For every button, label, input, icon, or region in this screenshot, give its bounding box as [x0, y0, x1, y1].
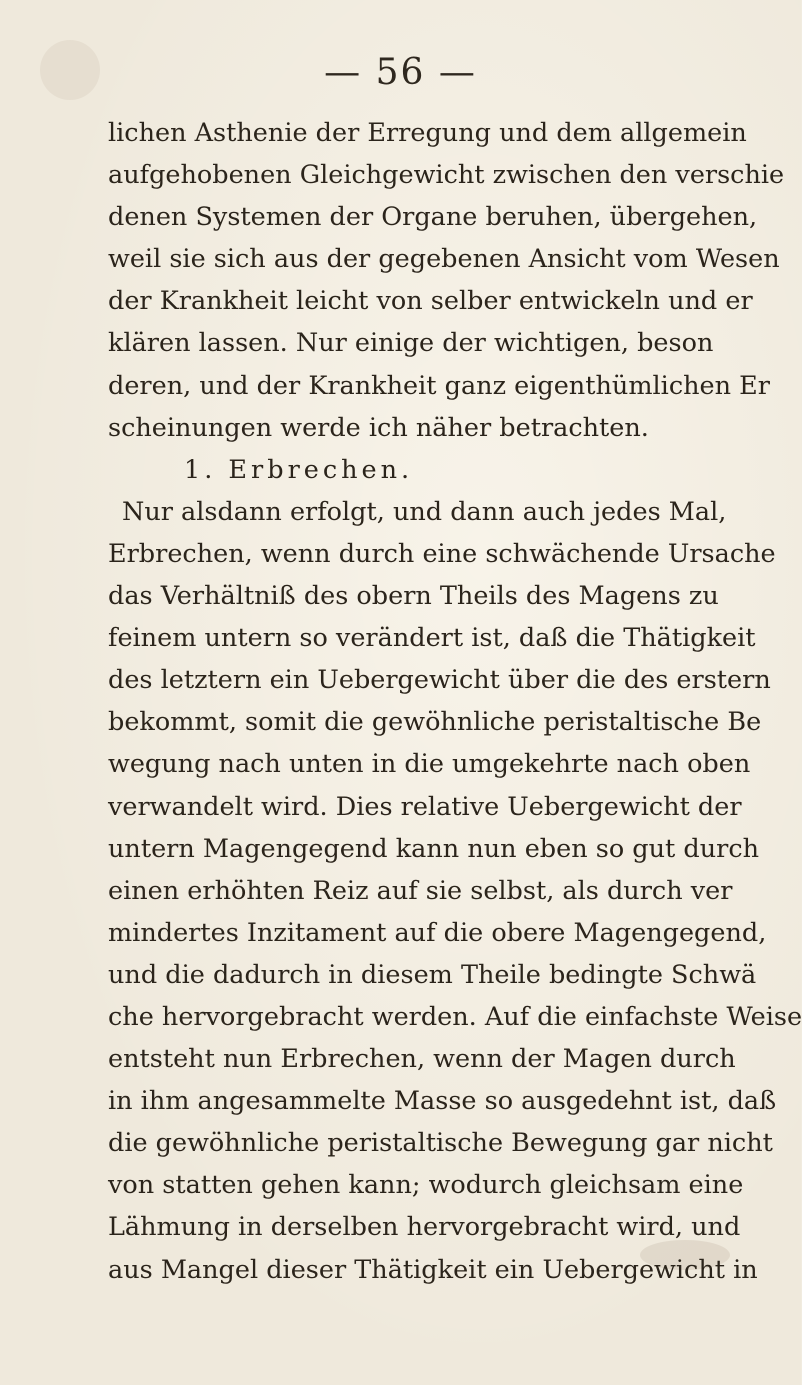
page-number: — 56 —: [324, 52, 477, 93]
text-line: des letztern ein Uebergewicht über die des erstern: [108, 665, 771, 696]
text-line: weil sie sich aus der gegebenen Ansicht vom Wesen: [108, 244, 780, 275]
text-line: Erbrechen, wenn durch eine schwächende Ursache: [108, 538, 776, 569]
text-line: das Verhältniß des obern Theils des Magens zu: [108, 581, 719, 612]
text-line: Nur alsdann erfolgt, und dann auch jedes Mal,: [122, 496, 727, 527]
text-line: denen Systemen der Organe beruhen, übergehen,: [108, 202, 758, 233]
text-line: feinem untern so verändert ist, daß die Thätigkeit: [108, 623, 756, 654]
text-line: der Krankheit leicht von selber entwickeln und er: [108, 286, 753, 317]
section-heading: 1. Erbrechen.: [184, 454, 414, 485]
text-line: scheinungen werde ich näher betrachten.: [108, 412, 649, 443]
text-line: lichen Asthenie der Erregung und dem allgemein: [108, 118, 747, 148]
text-line: bekommt, somit die gewöhnliche peristaltische Be: [108, 707, 762, 738]
text-line: che hervorgebracht werden. Auf die einfachste Weise: [108, 1001, 802, 1032]
text-line: von statten gehen kann; wodurch gleichsam eine: [108, 1170, 744, 1201]
text-line: einen erhöhten Reiz auf sie selbst, als durch ver: [108, 875, 733, 906]
text-line: in ihm angesammelte Masse so ausgedehnt ist, daß: [108, 1086, 777, 1117]
body-text: [108, 112, 802, 1291]
text-line: mindertes Inzitament auf die obere Magengegend,: [108, 917, 767, 948]
text-line: deren, und der Krankheit ganz eigenthümlichen Er: [108, 370, 770, 401]
text-line: untern Magengegend kann nun eben so gut durch: [108, 833, 760, 864]
text-line: aus Mangel dieser Thätigkeit ein Uebergewicht in: [108, 1254, 758, 1285]
text-line: aufgehobenen Gleichgewicht zwischen den verschie: [108, 160, 785, 191]
text-line: Lähmung in derselben hervorgebracht wird, und: [108, 1212, 741, 1243]
text-line: klären lassen. Nur einige der wichtigen, beson: [108, 328, 714, 359]
text-line: entsteht nun Erbrechen, wenn der Magen durch: [108, 1044, 736, 1075]
text-line: und die dadurch in diesem Theile bedingte Schwä: [108, 959, 757, 990]
text-line: wegung nach unten in die umgekehrte nach oben: [108, 749, 751, 780]
text-line: die gewöhnliche peristaltische Bewegung gar nicht: [108, 1128, 773, 1159]
text-line: verwandelt wird. Dies relative Uebergewicht der: [108, 791, 742, 822]
